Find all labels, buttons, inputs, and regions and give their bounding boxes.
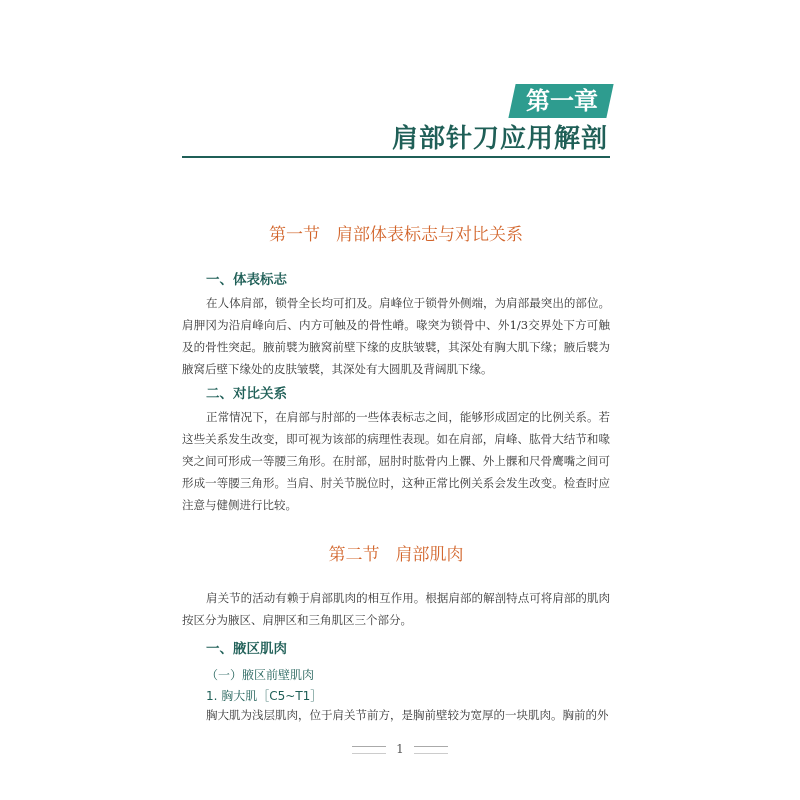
section-2-item-heading: 1. 胸大肌［C5~T1］ [206, 689, 323, 703]
section-2-title [182, 540, 610, 565]
section-1-paragraph-2: 正常情况下，在肩部与肘部的一些体表标志之间，能够形成固定的比例关系。若这些关系发生改变，即可视为该部的病理性表现。如在肩部，肩峰、肱骨大结节和喙突之间可形成一等腰三角形。在肘部，屈肘时肱骨内上髁、外上髁和尺骨鹰嘴之间可形成一等腰三角形。当肩、肘关节脱位时，这种正常比例关系会发生改变。检查时应注意与健侧进行比较。 [182, 410, 610, 512]
section-2-name: 肩部肌肉 [395, 545, 464, 565]
footer-ornament-right-icon [414, 746, 448, 754]
footer-ornament-left-icon [352, 746, 386, 754]
section-1-number: 第一节 [269, 225, 320, 245]
page-number: 1 [396, 742, 404, 756]
chapter-label: 第一章 [526, 87, 598, 115]
section-1-subheading-2: 二、对比关系 [206, 386, 287, 402]
section-2-paragraph: 胸大肌为浅层肌肉，位于肩关节前方，是胸前壁较为宽厚的一块肌肉。胸前的外 [206, 708, 609, 722]
chapter-title: 肩部针刀应用解剖 [391, 124, 608, 154]
section-2-subsubheading: （一）腋区前壁肌肉 [206, 668, 315, 682]
section-1-name: 肩部体表标志与对比关系 [336, 225, 523, 245]
section-2-subheading-1: 一、腋区肌肉 [206, 641, 287, 657]
section-1-title [182, 220, 610, 245]
chapter-divider [182, 156, 610, 158]
section-1-paragraph-1: 在人体肩部，锁骨全长均可扪及。肩峰位于锁骨外侧端，为肩部最突出的部位。肩胛冈为沿肩峰向后、内方可触及的骨性嵴。喙突为锁骨中、外1/3交界处下方可触及的骨性突起。腋前襞为腋窝前壁下缘的皮肤皱襞，其深处有胸大肌下缘；腋后襞为腋窝后壁下缘处的皮肤皱襞，其深处有大圆肌及背阔肌下缘。 [182, 296, 610, 376]
section-1-subheading-1: 一、体表标志 [206, 272, 287, 288]
section-2-intro: 肩关节的活动有赖于肩部肌肉的相互作用。根据肩部的解剖特点可将肩部的肌肉按区分为腋区、肩胛区和三角肌区三个部分。 [182, 591, 610, 627]
page-footer [0, 742, 800, 756]
section-2-number: 第二节 [328, 545, 380, 565]
